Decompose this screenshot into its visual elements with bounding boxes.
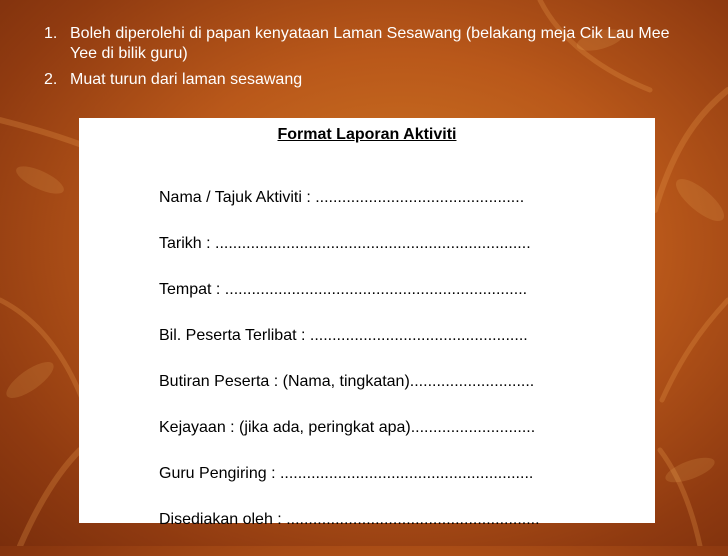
field-venue: Tempat : .................................................................... [159, 281, 528, 298]
instruction-item-2 [44, 70, 684, 90]
instruction-text: Boleh diperolehi di papan kenyataan Laman Sesawang (belakang meja Cik Lau Mee Yee di bilik guru) [70, 25, 670, 62]
field-prepared-by: Disediakan oleh : ......................................................... [159, 511, 540, 528]
form-title-text: Format Laporan Aktiviti [277, 126, 457, 143]
field-date: Tarikh : ....................................................................... [159, 235, 531, 252]
form-title [79, 126, 655, 144]
field-participant-count: Bil. Peserta Terlibat : ................................................. [159, 327, 528, 344]
field-achievement: Kejayaan : (jika ada, peringkat apa)............................ [159, 419, 536, 436]
instruction-number: 1. [44, 25, 58, 42]
instruction-number: 2. [44, 71, 58, 88]
form-field-list [159, 188, 540, 556]
field-participant-details: Butiran Peserta : (Nama, tingkatan)............................ [159, 373, 535, 390]
field-activity-name: Nama / Tajuk Aktiviti : ............................................... [159, 189, 525, 206]
report-format-card [79, 118, 655, 528]
instruction-list [44, 24, 684, 96]
instruction-item-1 [44, 24, 684, 64]
field-teacher-in-charge: Guru Pengiring : ......................................................... [159, 465, 534, 482]
instruction-text: Muat turun dari laman sesawang [70, 71, 303, 88]
